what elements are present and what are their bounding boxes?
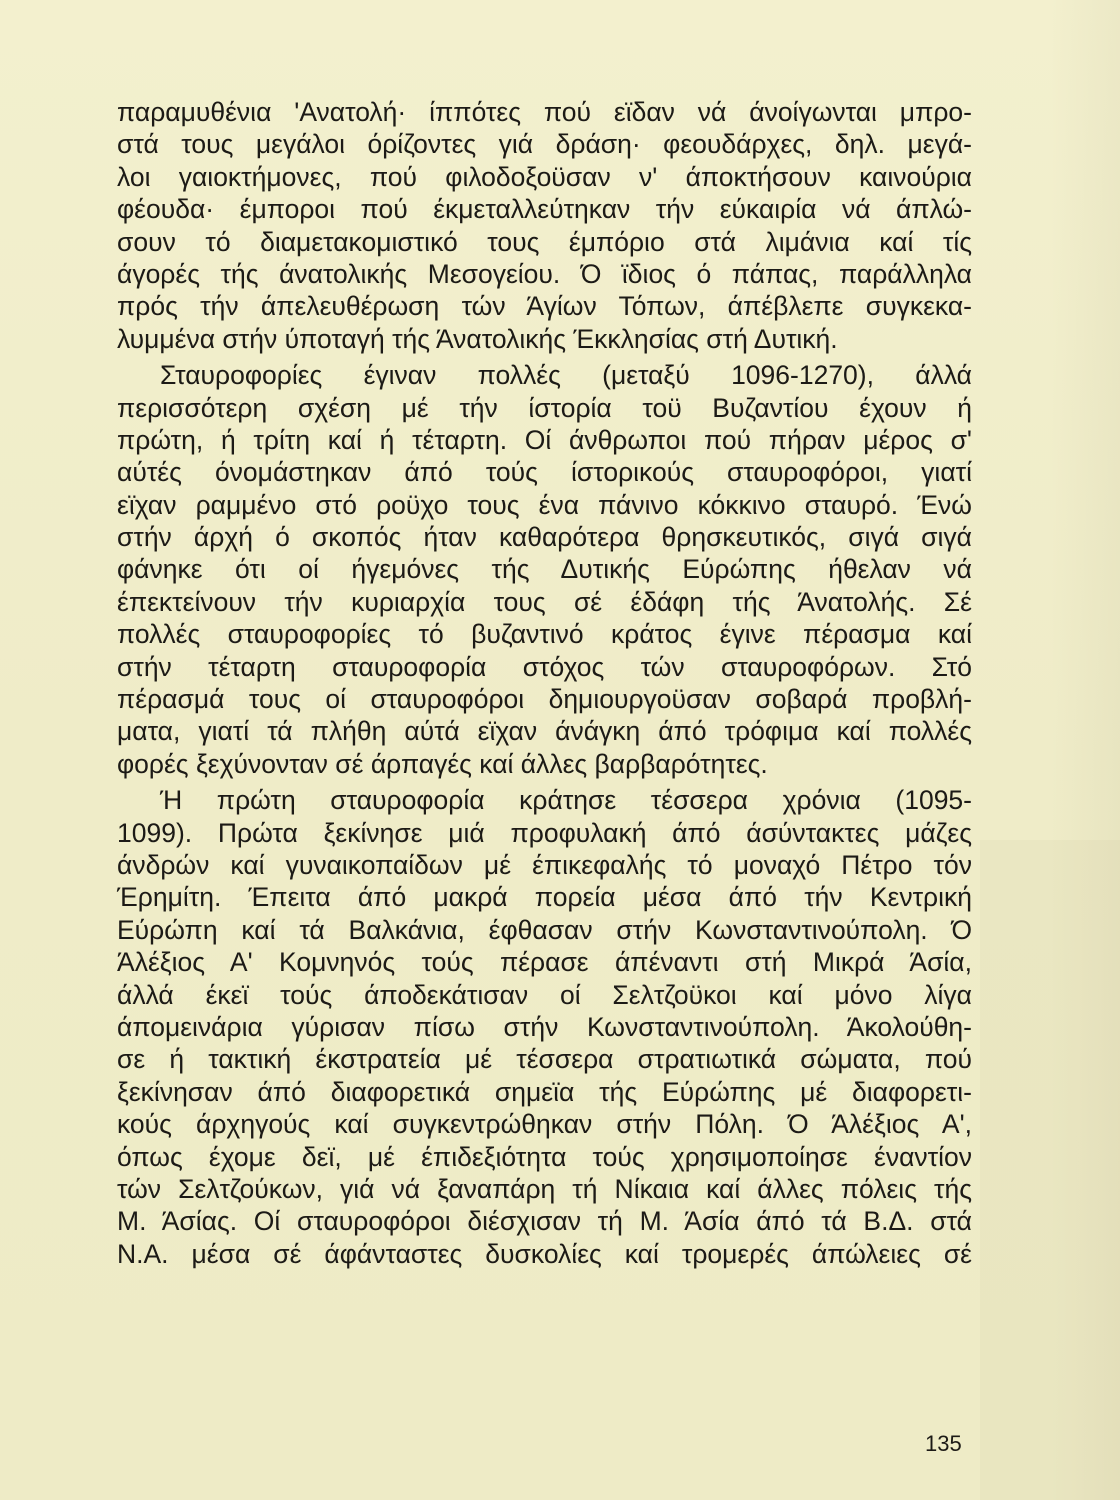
page-lower-shade — [980, 840, 1120, 1500]
text-line: πέρασμά τους οί σταυροφόροι δημιουργοϋσαν σοβαρά προβλή- — [117, 684, 972, 715]
text-line: αύτές όνομάστηκαν άπό τούς ίστορικούς σταυροφόροι, γιατί — [117, 457, 972, 488]
text-line: άλλά έκεϊ τούς άποδεκάτισαν οί Σελτζοϋκοι καί μόνο λίγα — [117, 979, 972, 1010]
text-line: 1099). Πρώτα ξεκίνησε μιά προφυλακή άπό άσύντακτες μάζες — [117, 817, 972, 848]
text-line: πρός τήν άπελευθέρωση τών Άγίων Τόπων, άπέβλεπε συγκεκα- — [117, 291, 972, 322]
text-line: έπεκτείνουν τήν κυριαρχία τους σέ έδάφη τής Άνατολής. Σέ — [117, 586, 972, 617]
text-line: άγορές τής άνατολικής Μεσογείου. Ό ϊδιος ό πάπας, παράλληλα — [117, 258, 972, 289]
text-line: παραμυθένια 'Ανατολή· ίππότες πού εϊδαν νά άνοίγωνται μπρο- — [117, 97, 972, 127]
text-line: λοι γαιοκτήμονες, πού φιλοδοξοϋσαν ν' άποκτήσουν καινούρια — [117, 161, 972, 192]
text-line: άπομεινάρια γύρισαν πίσω στήν Κωνσταντινούπολη. Άκολούθη- — [117, 1011, 972, 1042]
text-line: σε ή τακτική έκστρατεία μέ τέσσερα στρατιωτικά σώματα, πού — [117, 1044, 972, 1075]
paragraph-2 — [117, 359, 972, 780]
text-line: άνδρών καί γυναικοπαίδων μέ έπικεφαλής τό μοναχό Πέτρο τόν — [117, 849, 972, 880]
text-line: πολλές σταυροφορίες τό βυζαντινό κράτος έγινε πέρασμα καί — [117, 619, 972, 650]
text-line: λυμμένα στήν ύποταγή τής Άνατολικής Έκκλησίας στή Δυτική. — [117, 323, 838, 354]
text-line: περισσότερη σχέση μέ τήν ίστορία τοϋ Βυζαντίου έχουν ή — [117, 392, 972, 423]
text-line: εϊχαν ραμμένο στό ροϋχο τους ένα πάνινο κόκκινο σταυρό. Ένώ — [117, 489, 972, 520]
text-line: Άλέξιος Α' Κομνηνός τούς πέρασε άπέναντι στή Μικρά Άσία, — [117, 947, 972, 978]
body-text — [117, 96, 972, 1270]
text-line: όπως έχομε δεϊ, μέ έπιδεξιότητα τούς χρησιμοποίησε έναντίον — [117, 1141, 972, 1172]
text-line: φορές ξεχύνονταν σέ άρπαγές καί άλλες βαρβαρότητες. — [117, 748, 768, 779]
paragraph-1 — [117, 96, 972, 355]
text-line: στήν άρχή ό σκοπός ήταν καθαρότερα θρησκευτικός, σιγά σιγά — [117, 522, 972, 553]
text-line: φέουδα· έμποροι πού έκμεταλλεύτηκαν τήν εύκαιρία νά άπλώ- — [117, 194, 972, 225]
text-line: σουν τό διαμετακομιστικό τους έμπόριο στά λιμάνια καί τίς — [117, 226, 972, 257]
text-line: πρώτη, ή τρίτη καί ή τέταρτη. Οί άνθρωποι πού πήραν μέρος σ' — [117, 424, 972, 455]
text-line: Ή πρώτη σταυροφορία κράτησε τέσσερα χρόνια (1095- — [160, 785, 972, 816]
text-line: τών Σελτζούκων, γιά νά ξαναπάρη τή Νίκαια καί άλλες πόλεις τής — [117, 1173, 972, 1204]
text-line: ξεκίνησαν άπό διαφορετικά σημεϊα τής Εύρώπης μέ διαφορετι- — [117, 1076, 972, 1107]
text-line: Μ. Άσίας. Οί σταυροφόροι διέσχισαν τή Μ. Άσία άπό τά Β.Δ. στά — [117, 1206, 972, 1237]
text-line: κούς άρχηγούς καί συγκεντρώθηκαν στήν Πόλη. Ό Άλέξιος Α', — [117, 1109, 972, 1140]
text-line: Σταυροφορίες έγιναν πολλές (μεταξύ 1096-1270), άλλά — [160, 360, 972, 391]
text-line: φάνηκε ότι οί ήγεμόνες τής Δυτικής Εύρώπης ήθελαν νά — [117, 554, 972, 585]
text-line: στά τους μεγάλοι όρίζοντες γιά δράση· φεουδάρχες, δηλ. μεγά- — [117, 129, 972, 160]
page-number: 135 — [925, 1431, 962, 1456]
text-line: ματα, γιατί τά πλήθη αύτά εϊχαν άνάγκη άπό τρόφιμα καί πολλές — [117, 716, 972, 747]
text-line: Εύρώπη καί τά Βαλκάνια, έφθασαν στήν Κωνσταντινούπολη. Ό — [117, 914, 972, 945]
text-line: Έρημίτη. Έπειτα άπό μακρά πορεία μέσα άπό τήν Κεντρική — [117, 882, 972, 913]
paragraph-3 — [117, 784, 972, 1270]
text-line: Ν.Α. μέσα σέ άφάνταστες δυσκολίες καί τρομερές άπώλειες σέ — [117, 1238, 972, 1269]
text-line: στήν τέταρτη σταυροφορία στόχος τών σταυροφόρων. Στό — [117, 651, 972, 682]
